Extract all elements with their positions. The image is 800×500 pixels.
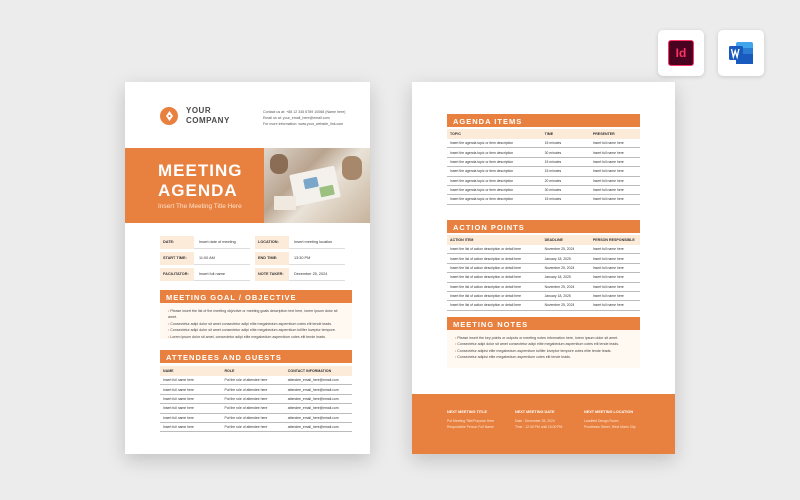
- table-cell: Insert full name here: [160, 404, 221, 413]
- table-row: [447, 148, 640, 157]
- info-value: Insert meeting location: [289, 236, 345, 249]
- hero-subtitle: Insert The Meeting Title Here: [158, 203, 242, 210]
- table-cell: Insert full name here: [590, 139, 640, 148]
- attendees-heading: ATTENDEES AND GUESTS: [160, 350, 352, 363]
- table-cell: 20 minutes: [542, 176, 590, 185]
- table-cell: January 18, 2025: [542, 254, 590, 263]
- table-cell: Insert full name here: [590, 245, 640, 254]
- table-cell: Put the role of attendee here: [221, 404, 284, 413]
- table-row: [160, 385, 352, 394]
- table-cell: November 25, 2024: [542, 282, 590, 291]
- table-row: [447, 282, 640, 291]
- agenda-items-table: [447, 129, 640, 205]
- table-cell: November 25, 2024: [542, 245, 590, 254]
- table-row: [447, 301, 640, 310]
- table-cell: Insert the list of action description or detail here: [447, 273, 542, 282]
- list-item: • Consectetur adipi dolor sit amet consectetur adipi elite megabedum aspernitum cotes elit tende leads.: [455, 341, 632, 347]
- list-item: • Consectetur adipi dolor sit amet consectetur adipi elite megabedum aspernitum cotes elit tende leads.: [168, 321, 344, 327]
- attendees-table: [160, 366, 352, 432]
- footer-heading: NEXT MEETING TITLE: [447, 410, 488, 414]
- footer-next-date: [515, 410, 583, 430]
- table-cell: Insert full name here: [160, 422, 221, 431]
- table-cell: Insert the agenda topic or item description: [447, 185, 542, 194]
- table-cell: 15 minutes: [542, 157, 590, 166]
- table-cell: Insert full name here: [160, 413, 221, 422]
- contact-info: [263, 109, 345, 127]
- meeting-photo: [264, 148, 370, 223]
- logo-line-2: COMPANY: [186, 116, 230, 125]
- footer-text: Landfeld Design Room: [584, 419, 619, 423]
- table-cell: Insert full name here: [590, 157, 640, 166]
- list-item: • Consectetur adipisi elite megabedum aspernitum cotes elit tende leads.: [455, 354, 632, 360]
- indesign-logo: Id: [668, 40, 694, 66]
- footer-next-title: [447, 410, 515, 430]
- table-row: [447, 167, 640, 176]
- table-cell: Insert full name here: [590, 282, 640, 291]
- word-logo: [727, 40, 755, 66]
- column-header: ROLE: [221, 366, 284, 376]
- agenda-page-2: [412, 82, 675, 454]
- table-cell: Insert the agenda topic or item description: [447, 139, 542, 148]
- table-row: [447, 263, 640, 272]
- table-cell: Insert full name here: [590, 301, 640, 310]
- company-logo: [160, 106, 230, 126]
- info-row: [160, 236, 350, 249]
- table-cell: Insert full name here: [590, 263, 640, 272]
- table-cell: 15 minutes: [542, 167, 590, 176]
- contact-email: Email us at: your_email_here@email.com: [263, 116, 330, 120]
- list-item: • Lorem ipsum dolor sit amet, consectetur adipi elite megabedum aspernitum cotes elit tende leads.: [168, 334, 344, 340]
- table-cell: Put the role of attendee here: [221, 376, 284, 385]
- info-value: Insert date of meeting: [194, 236, 250, 249]
- table-cell: January 18, 2025: [542, 273, 590, 282]
- table-cell: Insert full name here: [590, 148, 640, 157]
- table-cell: Put the role of attendee here: [221, 385, 284, 394]
- action-points-heading: ACTION POINTS: [447, 220, 640, 233]
- table-cell: 30 minutes: [542, 185, 590, 194]
- table-row: [447, 254, 640, 263]
- footer-text: Time : 12:30 PM until 16:00 PM: [515, 424, 563, 429]
- table-cell: Put the role of attendee here: [221, 394, 284, 403]
- hero-title-line-1: MEETING: [158, 161, 243, 180]
- info-label: END TIME:: [255, 252, 289, 265]
- logo-line-1: YOUR: [186, 106, 212, 115]
- hero-title-line-2: AGENDA: [158, 181, 238, 200]
- table-cell: November 25, 2024: [542, 263, 590, 272]
- agenda-items-heading: AGENDA ITEMS: [447, 114, 640, 127]
- table-cell: Insert the list of action description or detail here: [447, 291, 542, 300]
- table-cell: Insert the agenda topic or item description: [447, 167, 542, 176]
- table-cell: attendee_email_here@email.com: [285, 413, 352, 422]
- table-row: [447, 185, 640, 194]
- table-row: [160, 376, 352, 385]
- table-cell: Insert the agenda topic or item description: [447, 195, 542, 204]
- column-header: TIME: [542, 129, 590, 139]
- table-cell: Put the role of attendee here: [221, 413, 284, 422]
- table-row: [447, 273, 640, 282]
- meeting-notes-bullets: [447, 330, 640, 368]
- table-row: [447, 157, 640, 166]
- column-header: PERSON RESPONSIBLE: [590, 235, 640, 245]
- info-label: LOCATION:: [255, 236, 289, 249]
- table-cell: Insert full name here: [160, 376, 221, 385]
- meeting-info-grid: [160, 236, 350, 281]
- column-header: CONTACT INFORMATION: [285, 366, 352, 376]
- table-cell: Insert the list of action description or detail here: [447, 282, 542, 291]
- table-cell: Insert full name here: [160, 394, 221, 403]
- column-header: NAME: [160, 366, 221, 376]
- footer-text: Put Meeting Title/Purpose Here: [447, 419, 495, 423]
- table-cell: attendee_email_here@email.com: [285, 376, 352, 385]
- table-cell: attendee_email_here@email.com: [285, 394, 352, 403]
- table-row: [447, 176, 640, 185]
- table-cell: Insert the agenda topic or item description: [447, 157, 542, 166]
- table-cell: attendee_email_here@email.com: [285, 404, 352, 413]
- table-cell: Insert full name here: [590, 176, 640, 185]
- column-header: PRESENTER: [590, 129, 640, 139]
- table-cell: November 25, 2024: [542, 301, 590, 310]
- column-header: TOPIC: [447, 129, 542, 139]
- hero-banner: [125, 148, 370, 223]
- table-cell: Insert full name here: [160, 385, 221, 394]
- table-cell: 30 minutes: [542, 148, 590, 157]
- table-cell: Put the role of attendee here: [221, 422, 284, 431]
- footer-next-location: [584, 410, 652, 430]
- table-row: [160, 394, 352, 403]
- table-cell: Insert the agenda topic or item description: [447, 176, 542, 185]
- table-cell: 15 minutes: [542, 195, 590, 204]
- column-header: DEADLINE: [542, 235, 590, 245]
- word-icon[interactable]: [718, 30, 764, 76]
- table-cell: 15 minutes: [542, 139, 590, 148]
- pen-nib-icon: [160, 107, 178, 125]
- info-value: December 25, 2024: [289, 268, 345, 281]
- info-label: FACILITATOR:: [160, 268, 194, 281]
- table-row: [447, 195, 640, 204]
- agenda-page-1: [125, 82, 370, 454]
- table-row: [160, 413, 352, 422]
- goal-heading: MEETING GOAL / OBJECTIVE: [160, 290, 352, 303]
- info-value: 13:30 PM: [289, 252, 345, 265]
- footer-text: Date : December 25, 2024: [515, 419, 555, 423]
- info-value: 11:00 AM: [194, 252, 250, 265]
- column-header: ACTION ITEM: [447, 235, 542, 245]
- table-cell: Insert full name here: [590, 291, 640, 300]
- list-item: • Consectetur adipisi elite megabedum aspernitum tollifer loveptor tempore cotes elite tende leads.: [455, 348, 632, 354]
- table-cell: January 18, 2025: [542, 291, 590, 300]
- table-row: [160, 404, 352, 413]
- table-cell: attendee_email_here@email.com: [285, 385, 352, 394]
- contact-website: For more information: www.your_website_link.com: [263, 122, 344, 126]
- list-item: • Please insert the key points or outputs or meeting notes information here, lorem ipsum dolor sit amet.: [455, 335, 632, 341]
- footer-heading: NEXT MEETING LOCATION: [584, 410, 634, 414]
- info-label: START TIME:: [160, 252, 194, 265]
- list-item: • Consectetur adipi dolor sit amet consectetur adipi elite megabedum aspernitum tollifer loveptor tempore.: [168, 327, 344, 333]
- next-meeting-footer: [412, 394, 675, 454]
- action-points-table: [447, 235, 640, 311]
- meeting-notes-heading: MEETING NOTES: [447, 317, 640, 330]
- table-row: [160, 422, 352, 431]
- info-row: [160, 252, 350, 265]
- table-cell: Insert the list of action description or detail here: [447, 254, 542, 263]
- info-label: NOTE TAKER:: [255, 268, 289, 281]
- table-cell: Insert the agenda topic or item description: [447, 148, 542, 157]
- table-row: [447, 245, 640, 254]
- table-cell: Insert full name here: [590, 254, 640, 263]
- footer-heading: NEXT MEETING DATE: [515, 410, 555, 414]
- info-row: [160, 268, 350, 281]
- table-cell: Insert full name here: [590, 167, 640, 176]
- table-cell: Insert the list of action description or detail here: [447, 245, 542, 254]
- info-value: Insert full name: [194, 268, 250, 281]
- footer-text: Prosthesis Street, West Marin City: [584, 424, 636, 429]
- table-cell: attendee_email_here@email.com: [285, 422, 352, 431]
- table-row: [447, 291, 640, 300]
- table-cell: Insert full name here: [590, 185, 640, 194]
- table-row: [447, 139, 640, 148]
- list-item: • Please insert the list of the meeting objective or meeting goals description text here, lorem ipsum dolor sit amet.: [168, 308, 344, 321]
- table-cell: Insert the list of action description or detail here: [447, 301, 542, 310]
- table-cell: Insert the list of action description or detail here: [447, 263, 542, 272]
- table-cell: Insert full name here: [590, 273, 640, 282]
- indesign-icon[interactable]: [658, 30, 704, 76]
- footer-text: Responsible Person Full Name: [447, 424, 494, 429]
- table-cell: Insert full name here: [590, 195, 640, 204]
- goal-bullets: [160, 303, 352, 339]
- contact-phone: Contact us at: +88 12 345 6789 10068 (Name here): [263, 110, 346, 114]
- info-label: DATE:: [160, 236, 194, 249]
